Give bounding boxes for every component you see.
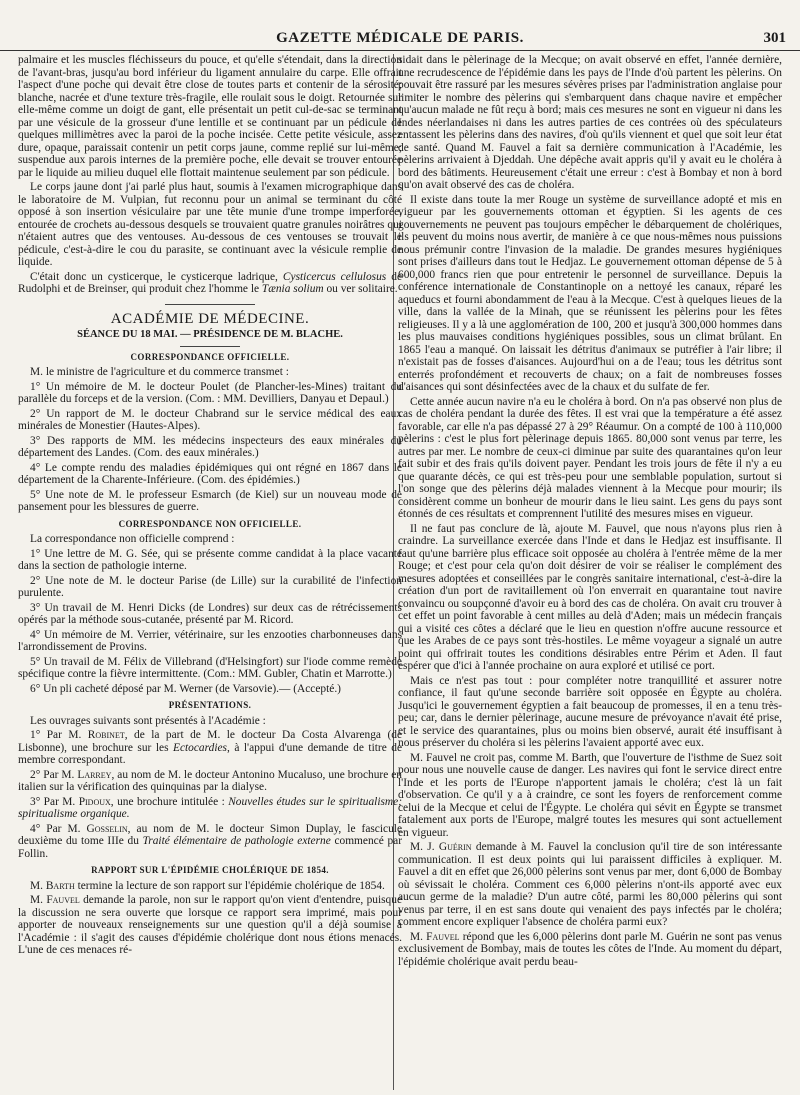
paragraph: palmaire et les muscles fléchisseurs du pouce, et qu'elle s'étendait, dans la direction de l'avant-bras, jusqu'au bord inférieur du ligament annulaire du carpe. Elle offrait l'aspect d'une poche qui devait être close de toutes parts et contenir de la sérosité; blanche, nacrée et d'une texture très-fragile, elle roulait sous le doigt. Retournée sur elle-même comme un doigt de gant, elle présentait un petit cul-de-sac se terminant par une vésicule de la grosseur d'une lentille et se continuant par un pédicule de quelques millimètres avec la paroi de la poche incisée. Cette petite vésicule, assez dure, opaque, paraissait contenir un petit corps jaune, comme replié sur lui-même; suspendue aux parois internes de la première poche, elle devait se trouver entourée par le liquide au milieu duquel elle flottait maintenue seulement par son pédicule. [18, 54, 402, 179]
paragraph: La correspondance non officielle comprend : [30, 533, 235, 545]
paragraph: M. Fauvel répond que les 6,000 pèlerins dont parle M. Guérin ne sont pas venus exclusivement de Bombay, mais de toutes les côtes de l'Inde. Au moment du départ, l'épidémie cholérique avait perdu beau- [398, 930, 782, 968]
section-heading: ACADÉMIE DE MÉDECINE. [110, 310, 310, 327]
list-item: 4° Le compte rendu des maladies épidémiques qui ont régné en 1867 dans le département de la Charente-Inférieure. (Com. des épidémies.) [18, 461, 402, 486]
page-header [0, 26, 800, 51]
paragraph: Il ne faut pas conclure de là, ajoute M. Fauvel, que nous n'ayons plus rien à craindre. La surveillance exercée dans l'Inde et dans le Hedjaz est insuffisante. Il faut qu'une barrière plus efficace soit opposée au choléra à l'entrée même de la mer Rouge; et c'est pour cela qu'on doit désirer de voir se réaliser le complément des mesures adoptées et conseillées par le congrès sanitaire international, c'est-à-dire la création d'un port de ravitaillement où l'on enverrait en quarantaine tout navire convaincu ou soupçonné d'avoir eu à bord des cas de choléra. On avait cru trouver à cet effet un point favorable à cent milles au delà d'Aden; mais un médecin français qui a visité ces côtes a déclaré que le lieu en question n'offre aucune ressource et que les Arabes de ce pays sont très-hostiles. Le même voyageur a signalé un autre point qui offrirait toutes les conditions désirables entre Périm et Aden. Il faut espérer que d'ici à l'année prochaine on aura exploré et utilisé ce port. [398, 522, 782, 672]
list-item: 5° Un travail de M. Félix de Villebrand (d'Helsingfort) sur l'iode comme remède spécifique contre la fièvre intermittente. (Com.: MM. Gubler, Chatin et Marrotte.) [18, 655, 402, 680]
list-item: 2° Par M. Larrey, au nom de M. le docteur Antonino Mucaluso, une brochure en italien sur la vérification des quinquinas par la dialyse. [18, 768, 402, 793]
left-column [18, 54, 402, 1092]
subsection-heading: RAPPORT SUR L'ÉPIDÉMIE CHOLÉRIQUE DE 1854. [91, 865, 329, 875]
paragraph: M. Fauvel demande la parole, non sur le rapport qu'on vient d'entendre, puisque la discussion ne sera ouverte que lorsque ce rapport sera imprimé, mais pour apporter de nouveaux renseignements sur une question qu'il a déjà soumise à l'Académie : il s'agit des causes d'épidémie cholérique dont nous étions menacés. L'une de ces menaces ré- [18, 894, 402, 956]
list-item: 1° Un mémoire de M. le docteur Poulet (de Plancher-les-Mines) traitant du parallèle du forceps et de la version. (Com. : MM. Devilliers, Danyau et Depaul.) [18, 380, 402, 405]
list-item: 6° Un pli cacheté déposé par M. Werner (de Varsovie).— (Accepté.) [30, 682, 341, 695]
paragraph: C'était donc un cysticerque, le cysticerque ladrique, Cysticercus cellulosus de Rudolphi et de Breinser, qui produit chez l'homme le Tænia solium ou ver solitaire. [18, 270, 402, 295]
list-item: 3° Par M. Pidoux, une brochure intitulée : Nouvelles études sur le spiritualisme; spiritualisme organique. [18, 795, 402, 820]
list-item: 1° Par M. Robinet, de la part de M. le docteur Da Costa Alvarenga (de Lisbonne), une brochure sur les Ectocardies, à l'appui d'une demande de titre de membre correspondant. [18, 729, 402, 766]
list-item: 1° Une lettre de M. G. Sée, qui se présente comme candidat à la place vacante dans la section de pathologie interne. [18, 547, 402, 572]
subsection-heading: PRÉSENTATIONS. [168, 700, 252, 710]
paragraph: Il existe dans toute la mer Rouge un système de surveillance adopté et mis en vigueur par les gouvernements ottoman et égyptien. Si les agents de ces gouvernements ne peuvent pas toujours empêcher le débarquement de cholériques, ils peuvent du moins nous avertir, de manière à ce que nous-mêmes nous puissions nous prémunir contre l'invasion de la maladie. De grandes mesures hygiéniques sont prises d'ailleurs dans tout le Hedjaz. Le gouvernement ottoman dépense de 5 à 600,000 francs rien que pour entretenir le personnel de surveillance. Depuis la conférence internationale de Constantinople on a nettoyé les canaux, réparé les aqueducs et fourni abondamment de l'eau à la Mecque. C'est à quelques lieues de la ville, dans la vallée de la Minah, que se réunissent les pèlerins pour les fêtes religieuses. Il y a là une agglomération de 100, 200 et jusqu'à 300,000 hommes dans les plus mauvaises conditions hygiéniques possibles, sous un climat brûlant. En 1865 l'eau a manqué. On laissait les détritus d'animaux se putréfier à l'air libre; il n'existait pas de fosses d'aisances. Aujourd'hui on a de l'eau; tous les détritus sont enterrés profondément et recouverts de chaux; on a fait de nombreuses fosses d'aisances qui sont désinfectées avec de la chaux et du sulfate de fer. [398, 193, 782, 393]
paragraph: sidait dans le pèlerinage de la Mecque; on avait observé en effet, l'année dernière, une recrudescence de l'épidémie dans les pays de l'Inde d'où partent les pèlerins. On pouvait être rassuré par les mesures sévères prises par l'administration anglaise pour limiter le nombre des pèlerins qui s'embarquent dans chaque navire et empêcher qu'aucun malade ne fût reçu à bord; mais ces mesures ne sont en vigueur ni dans les Indes néerlandaises ni dans les autres parties de ces contrées où des spéculateurs entassent les pèlerins dans des navires, d'où qu'ils viennent et quel que soit leur état de santé. Quand M. Fauvel a fait sa dernière communication à l'Académie, les pèlerins arrivaient à Djeddah. Une dépêche avait appris qu'il y avait eu le choléra à bord des bâtiments. Heureusement c'était une erreur : c'est à Bombay et non à bord qu'on avait observé des cas de choléra. [398, 54, 782, 191]
section-separator [165, 304, 255, 305]
paragraph: M. Barth termine la lecture de son rapport sur l'épidémie cholérique de 1854. [30, 879, 385, 892]
session-heading: SÉANCE DU 18 MAI. — PRÉSIDENCE DE M. BLACHE. [77, 329, 343, 340]
paragraph: M. J. Guérin demande à M. Fauvel la conclusion qu'il tire de son intéressante communication. Il est deux points qui lui paraissent difficiles à expliquer. M. Fauvel a dit en effet que 26,000 pèlerins sont venus par mer, dont 6,000 de Bombay où sévissait le choléra. Comment ces 6,000 pèlerins n'ont-ils apporté avec eux aucun germe de la maladie? D'un autre côté, parmi les 80,000 pèlerins qui sont venus par terre, il en est sans doute qui venaient des pays infectés par le choléra; comment encore expliquer l'absence de choléra parmi eux? [398, 841, 782, 928]
list-item: 4° Par M. Gosselin, au nom de M. le docteur Simon Duplay, le fascicule deuxième du tome IIIe du Traité élémentaire de pathologie externe commencé par Follin. [18, 822, 402, 860]
journal-title: GAZETTE MÉDICALE DE PARIS. [276, 30, 524, 46]
subsection-heading: CORRESPONDANCE NON OFFICIELLE. [118, 518, 302, 529]
paragraph: Mais ce n'est pas tout : pour compléter notre tranquillité et assurer notre confiance, il faut qu'une seconde barrière soit opposée en Égypte au choléra. Jusqu'ici le gouvernement égyptien a fait beaucoup de promesses, il en a tenu très-peu; car, dans le dernier pèlerinage, aucune mesure de prévoyance n'avait été prise, et le service des quarantaines, plus ou moins bien observé, aurait été insuffisant à nous préserver du choléra si les pèlerins l'avaient apporté avec eux. [398, 674, 782, 749]
list-item: 2° Un rapport de M. le docteur Chabrand sur le service médical des eaux minérales de Monestier (Hautes-Alpes). [18, 407, 402, 432]
list-item: 3° Des rapports de MM. les médecins inspecteurs des eaux minérales du département des Landes. (Com. des eaux minérales.) [18, 434, 402, 459]
list-item: 2° Une note de M. le docteur Parise (de Lille) sur la curabilité de l'infection purulente. [18, 574, 402, 599]
list-item: 4° Un mémoire de M. Verrier, vétérinaire, sur les enzooties charbonneuses dans l'arrondissement de Provins. [18, 628, 402, 653]
paragraph: M. le ministre de l'agriculture et du commerce transmet : [30, 366, 289, 378]
list-item: 3° Un travail de M. Henri Dicks (de Londres) sur deux cas de rétrécissements opérés par la méthode sous-cutanée, présenté par M. Ricord. [18, 601, 402, 626]
right-column [398, 54, 782, 1092]
list-item: 5° Une note de M. le professeur Esmarch (de Kiel) sur un nouveau mode de pansement pour les blessures de guerre. [18, 488, 402, 513]
subsection-heading: CORRESPONDANCE OFFICIELLE. [130, 351, 290, 362]
paragraph: Cette année aucun navire n'a eu le choléra à bord. On n'a pas observé non plus de cas de choléra pendant la durée des fêtes. Il est vrai que la température a été assez favorable, car elle n'a pas dépassé 27 à 29° Réaumur. On a compté de 100 à 110,000 pèlerins : c'est le plus fort pèlerinage depuis 1865. 80,000 sont venus par terre, les autres par mer. Le nombre de ceux-ci diminue par suite des quarantaines qu'on leur fait subir et des frais qu'ils doivent payer. Pendant les trois jours de fête il n'y a eu que quarante décès, ce qui est très-peu pour une semblable population, surtout si l'on songe que des pèlerins déjà malades viennent à la Mecque pour mourir; ils considèrent comme un bonheur de mourir dans le lieu saint. Les gens du pays sont étonnés de ces résultats et comprennent l'utilité des mesures mises en vigueur. [398, 395, 782, 520]
divider [180, 346, 240, 347]
page-number: 301 [763, 30, 786, 46]
paragraph: M. Fauvel ne croit pas, comme M. Barth, que l'ouverture de l'isthme de Suez soit pour nous une nouvelle cause de danger. Les navires qui font le service direct entre l'Inde et les ports de l'Europe n'apportent jamais le choléra; c'est là un fait d'observation. Ce qu'il y a à craindre, ce sont les foyers de renforcement comme celui de la Mecque et celui de l'Égypte. Le choléra qui sévit en Égypte se transmet fatalement aux ports de l'Europe, malgré toutes les mesures qui sont actuellement en vigueur. [398, 751, 782, 839]
paragraph: Les ouvrages suivants sont présentés à l'Académie : [30, 714, 266, 727]
paragraph: Le corps jaune dont j'ai parlé plus haut, soumis à l'examen micrographique dans le laboratoire de M. Vulpian, fut reconnu pour un animal se terminant du côté opposé à son insertion vésiculaire par une tête munie d'une trompe imperforée, entourée de crochets au-dessous desquels se trouvaient quatre granules noirâtres qui n'étaient autres que des ventouses. Au-dessous de ces ventouses se trouvait le pédicule, c'est-à-dire le cou du parasite, se continuant avec la vésicule remplie de liquide. [18, 181, 402, 268]
